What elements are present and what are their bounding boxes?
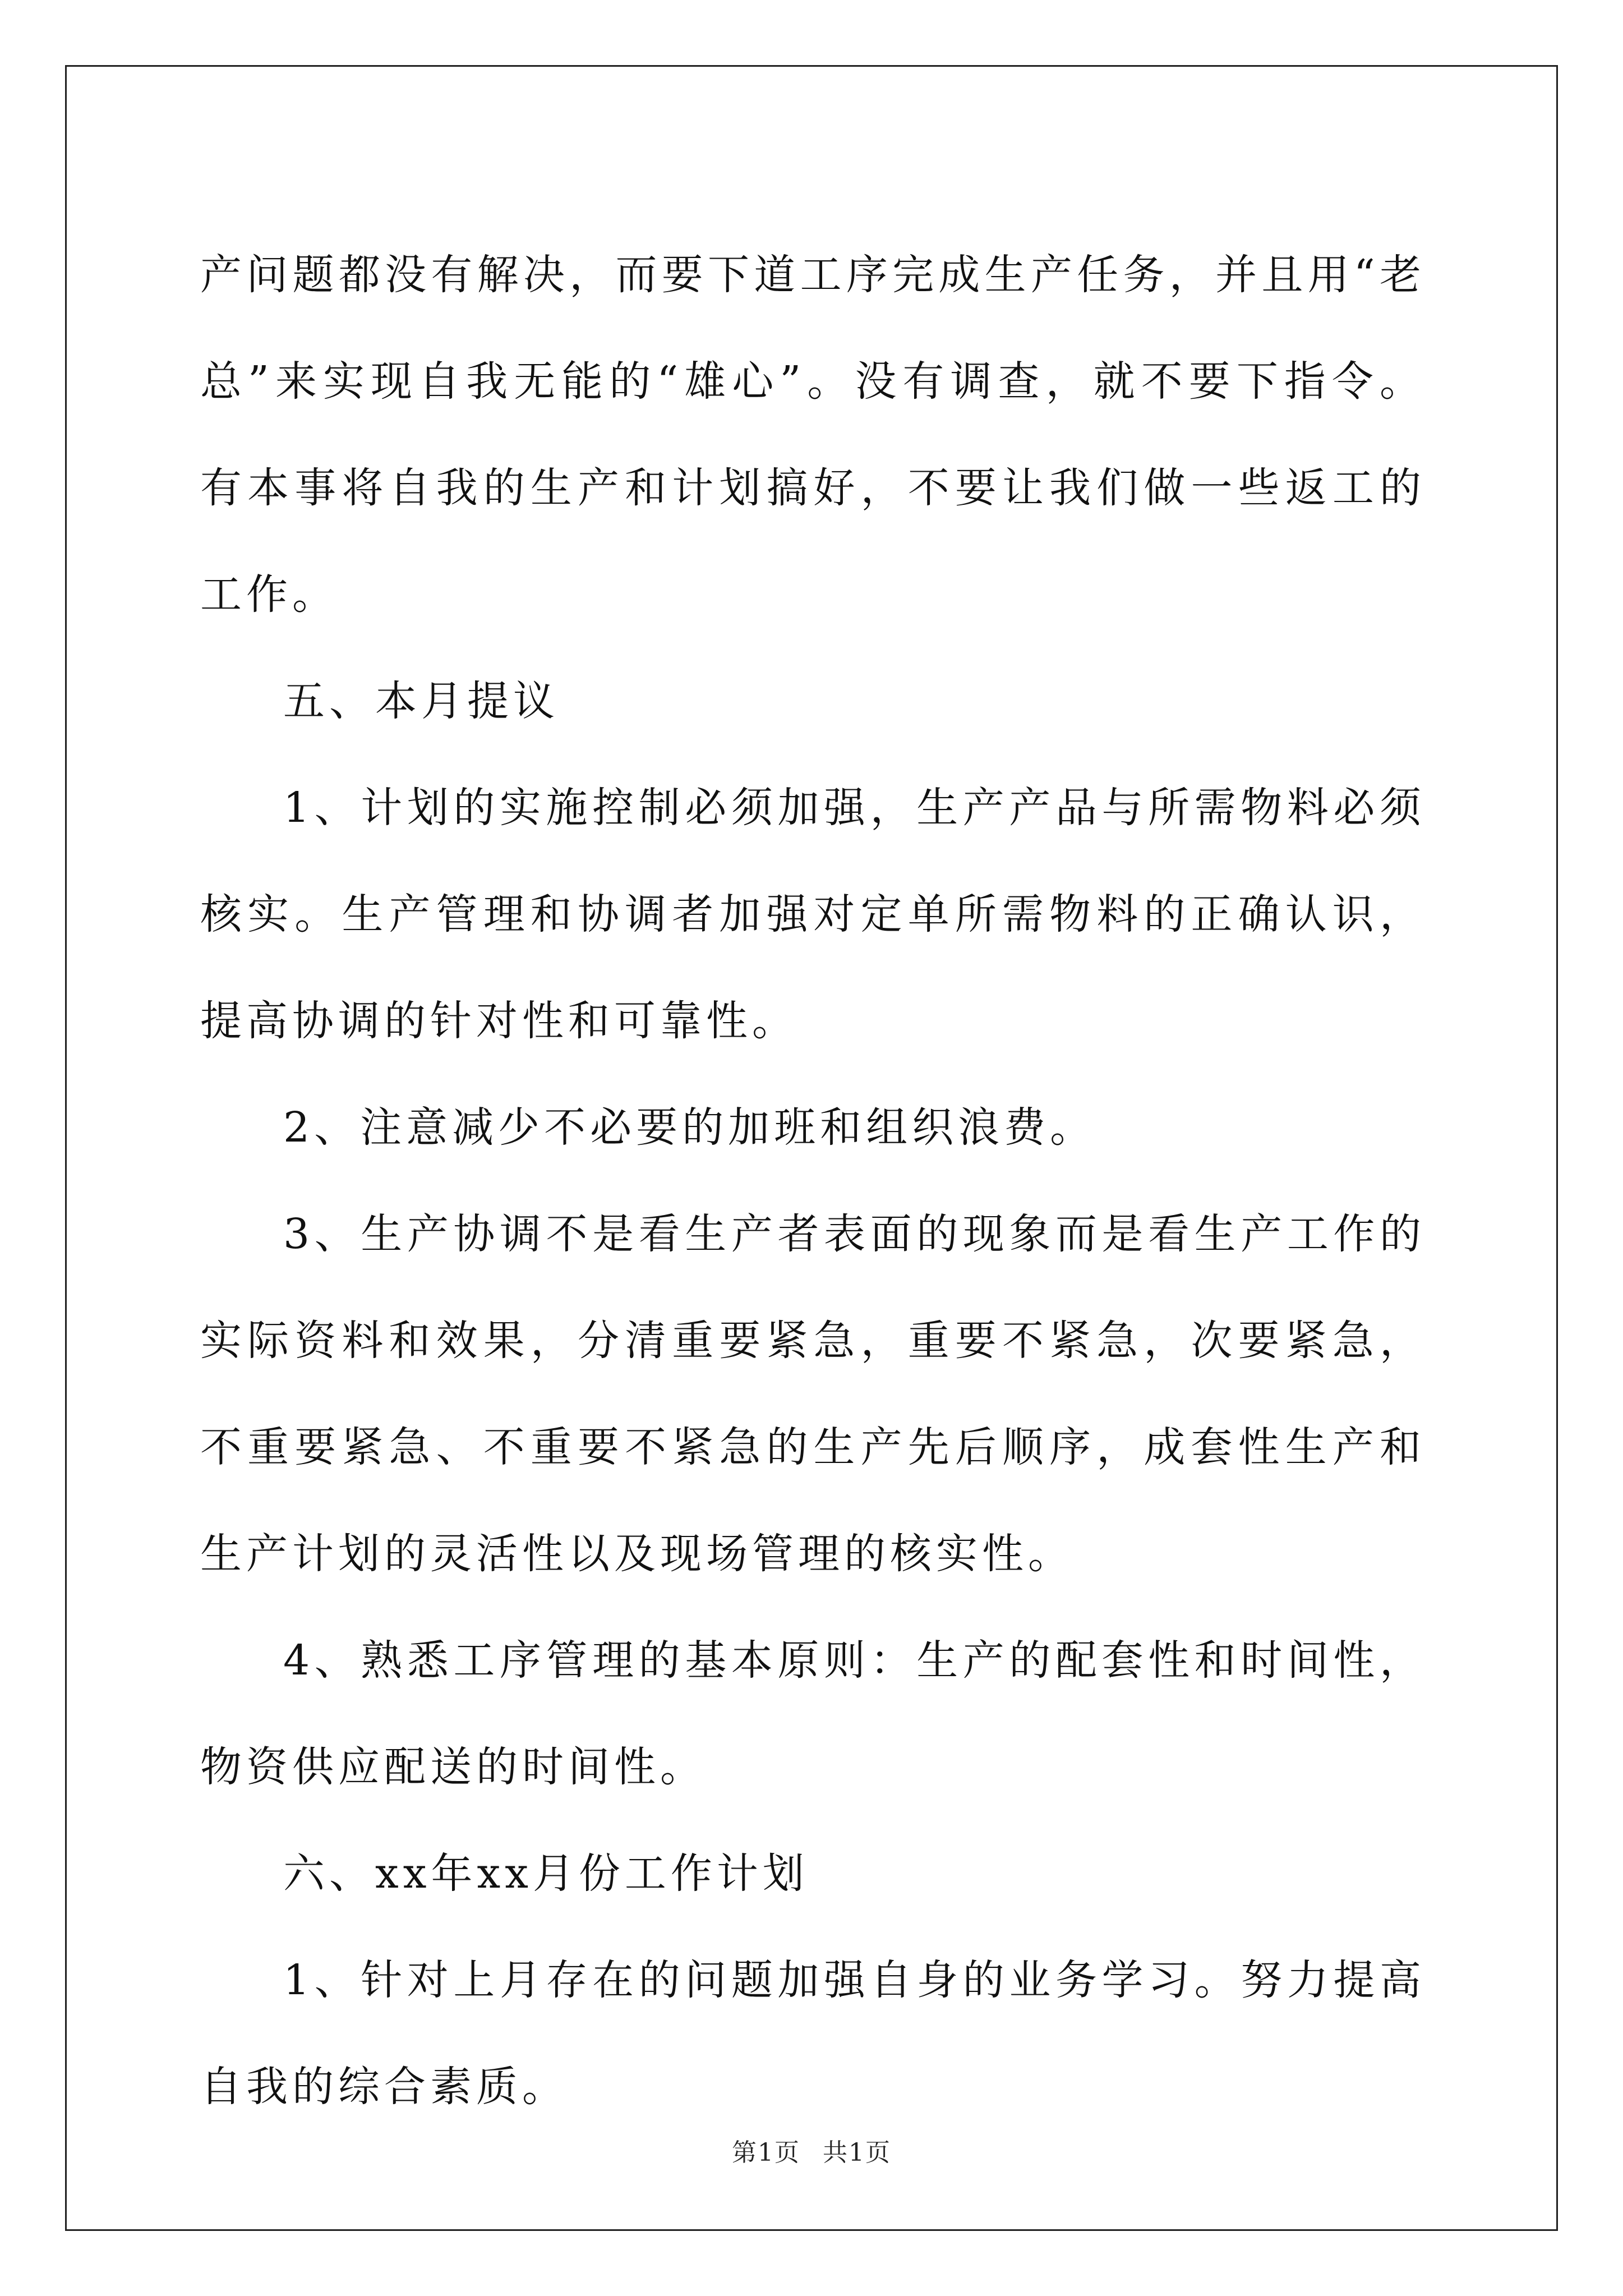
section-heading-six: 六、xx年xx月份工作计划 bbox=[283, 1849, 809, 1898]
section-heading-five: 五、本月提议 bbox=[283, 677, 559, 725]
paragraph-continuation: 产问题都没有解决，而要下道工序完成生产任务，并且用“老总”来实现自我无能的“雄心”。没有调查，就不要下指令。有本事将自我的生产和计划搞好，不要让我们做一些返工的工作。 bbox=[200, 251, 1426, 619]
suggestion-item-1: 1、计划的实施控制必须加强，生产产品与所需物料必须核实。生产管理和协调者加强对定单所需物料的正确认识，提高协调的针对性和可靠性。 bbox=[200, 784, 1426, 1045]
page-number-total: 共1页 bbox=[823, 2138, 891, 2167]
document-body bbox=[200, 222, 1426, 2140]
suggestion-item-4: 4、熟悉工序管理的基本原则：生产的配套性和时间性，物资供应配送的时间性。 bbox=[200, 1636, 1426, 1791]
page-number-current: 第1页 bbox=[732, 2138, 800, 2167]
suggestion-item-2: 2、注意减少不必要的加班和组织浪费。 bbox=[283, 1103, 1096, 1152]
suggestion-item-3: 3、生产协调不是看生产者表面的现象而是看生产工作的实际资料和效果，分清重要紧急，重要不紧急，次要紧急，不重要紧急、不重要不紧急的生产先后顺序，成套性生产和生产计划的灵活性以及现场管理的核实性。 bbox=[200, 1210, 1426, 1578]
plan-item-1: 1、针对上月存在的问题加强自身的业务学习。努力提高自我的综合素质。 bbox=[200, 1956, 1426, 2111]
page-footer bbox=[0, 2137, 1623, 2169]
